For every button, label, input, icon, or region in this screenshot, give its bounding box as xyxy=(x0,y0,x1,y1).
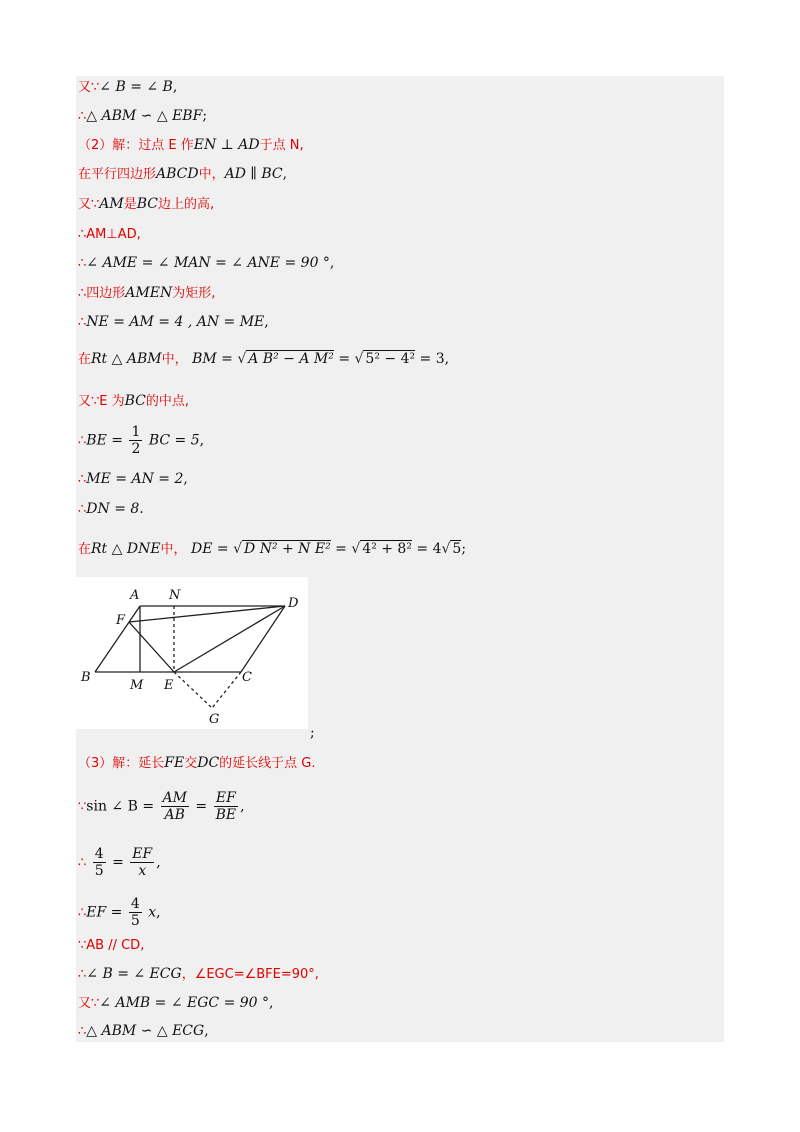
line-8: ∴四边形AMEN为矩形, xyxy=(78,285,216,301)
line-9: ∴NE = AM = 4 , AN = ME, xyxy=(78,314,269,330)
line-19: ∴EF = $\frac{4}{5}$ x, xyxy=(78,896,161,929)
line-23: ∴△ ABM ∽ △ ECG, xyxy=(78,1023,209,1039)
line-5: 又∵AM是BC边上的高, xyxy=(78,196,215,212)
parallelogram-diagram xyxy=(76,577,308,729)
label-E: E xyxy=(164,678,174,693)
line-4: 在平行四边形ABCD中，AD ∥ BC, xyxy=(78,166,288,182)
label-F: F xyxy=(116,613,126,628)
line-10: 在Rt △ ABM中， BM = √ A B² − A M² = √ 5² − 4² = 3, xyxy=(78,351,450,367)
line-21: ∴∠ B = ∠ ECG，∠EGC=∠BFE=90°, xyxy=(78,966,319,982)
line-11: 又∵E 为BC的中点, xyxy=(78,393,190,409)
geometry-figure xyxy=(76,577,308,729)
line-7: ∴∠ AME = ∠ MAN = ∠ ANE = 90 °, xyxy=(78,255,335,271)
segment-FE xyxy=(129,622,174,672)
line-14: ∴DN = 8. xyxy=(78,501,144,517)
label-A: A xyxy=(130,588,140,603)
label-G: G xyxy=(209,712,220,727)
label-M: M xyxy=(130,678,144,693)
line-22: 又∵∠ AMB = ∠ EGC = 90 °, xyxy=(78,995,274,1011)
segment-EG xyxy=(174,672,212,708)
line-16: （3）解：延长FE交DC的延长线于点 G. xyxy=(78,755,316,771)
label-C: C xyxy=(242,670,252,685)
line-17: ∵sin ∠ B = $\frac{AM}{AB}$ = $\frac{EF}{BE}$ , xyxy=(78,790,245,823)
line-6: ∴AM⊥AD, xyxy=(78,227,141,242)
line-1: 又∵∠ B = ∠ B, xyxy=(78,79,178,95)
line-13: ∴ME = AN = 2, xyxy=(78,471,188,487)
label-N: N xyxy=(169,588,181,603)
line-15: 在Rt △ DNE中， DE = √ D N² + N E² = √ 4² + 8² = 4√ 5; xyxy=(78,541,467,557)
line-20: ∵AB // CD, xyxy=(78,938,145,953)
content-panel xyxy=(76,76,724,1042)
segment-CD xyxy=(241,606,285,672)
fraction-half: $\frac{1}{2}$ xyxy=(131,424,141,457)
label-B: B xyxy=(81,670,91,685)
line-2: ∴△ ABM ∽ △ EBF; xyxy=(78,108,208,124)
line-3: （2）解：过点 E 作EN ⊥ AD于点 N, xyxy=(78,137,304,153)
figure-trailing-mark: ; xyxy=(310,725,315,741)
segment-CG xyxy=(212,672,241,708)
line-12: ∴BE = $\frac{1}{2}$ BC = 5, xyxy=(78,424,205,457)
line-18: ∴ $\frac{4}{5}$ = $\frac{EF}{x}$ , xyxy=(78,846,161,879)
label-D: D xyxy=(288,596,299,611)
